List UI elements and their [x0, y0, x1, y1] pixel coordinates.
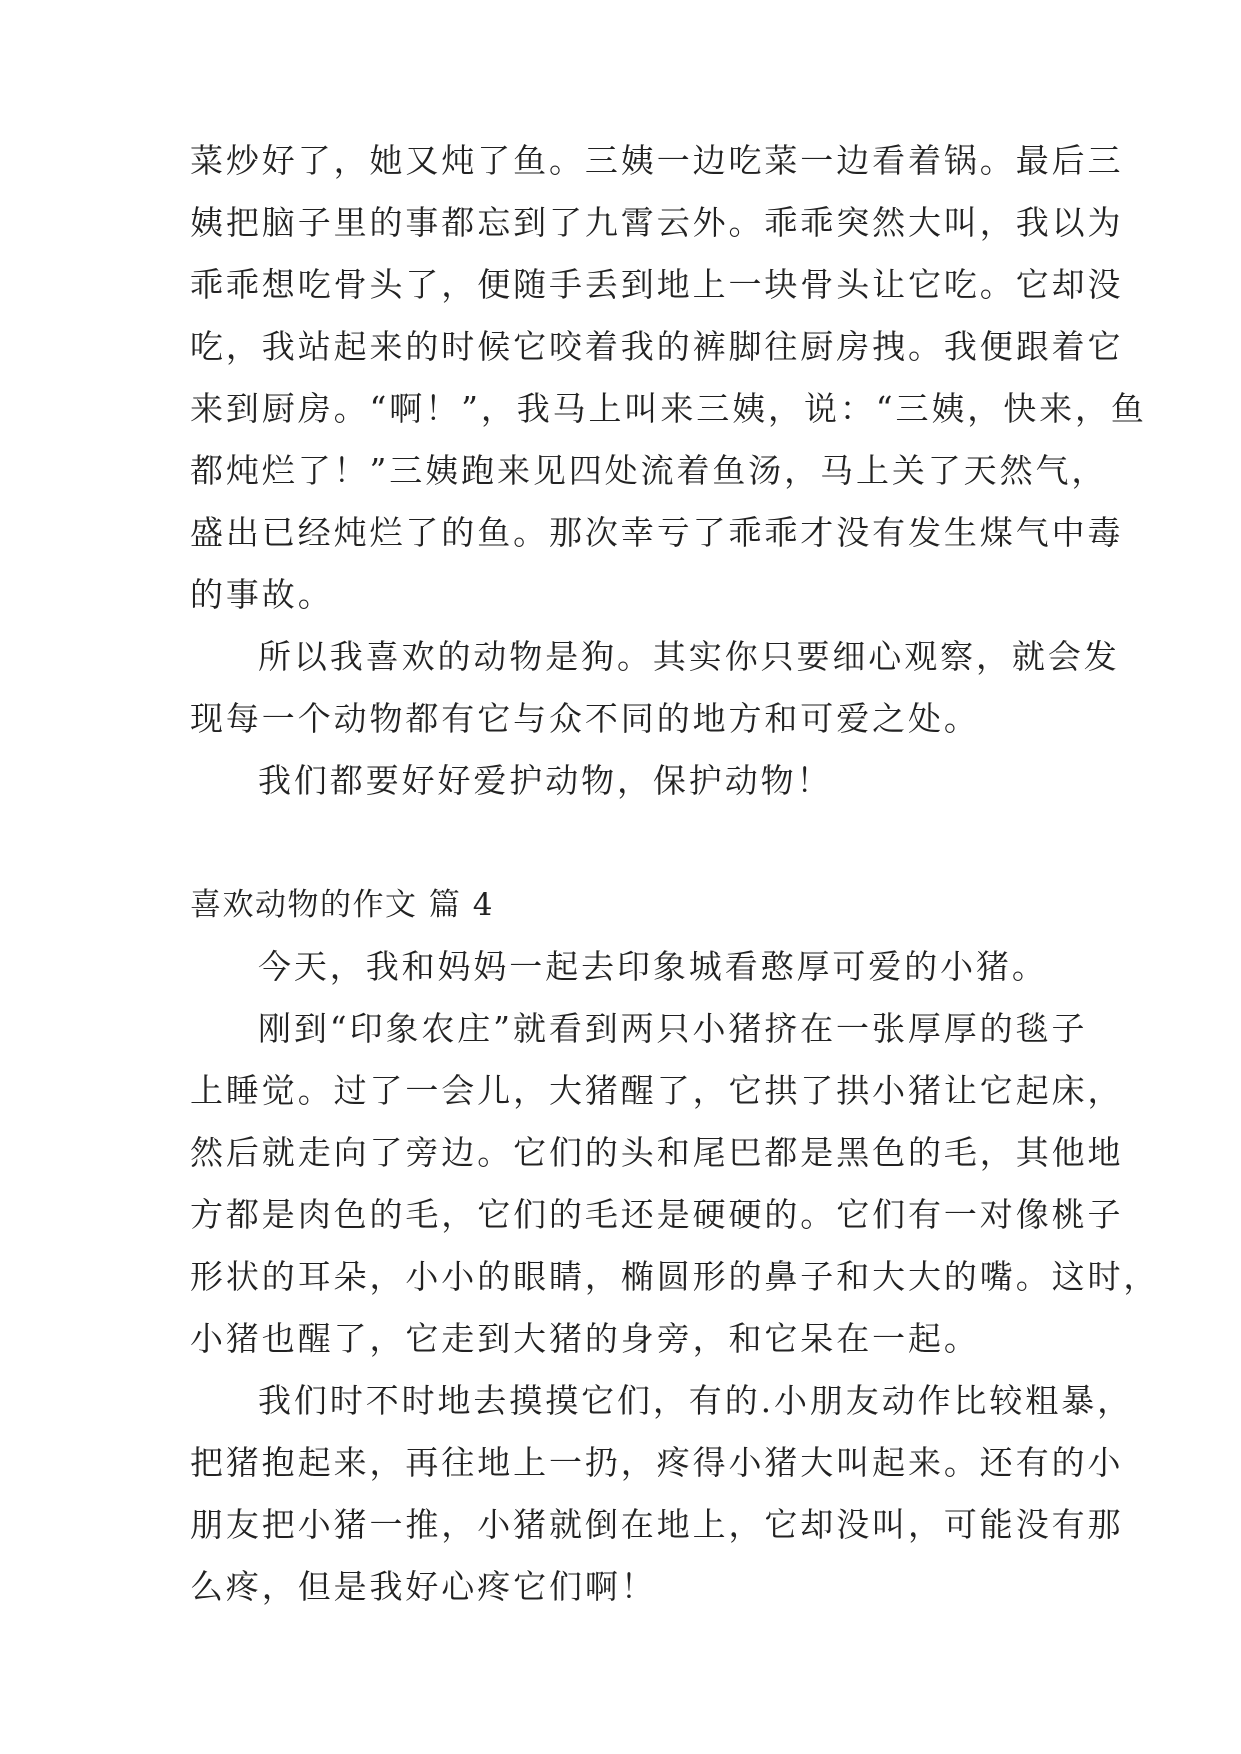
text-line: 形状的耳朵，小小的眼睛，椭圆形的鼻子和大大的嘴。这时， [190, 1257, 1160, 1296]
paragraph-conclusion [190, 626, 1120, 750]
text-line: 朋友把小猪一推，小猪就倒在地上，它却没叫，可能没有那 [190, 1505, 1124, 1544]
text-line: 么疼，但是我好心疼它们啊！ [190, 1567, 657, 1606]
text-line: 乖乖想吃骨头了，便随手丢到地上一块骨头让它吃。它却没 [190, 265, 1124, 304]
text-line: 我们都要好好爱护动物，保护动物！ [258, 761, 833, 800]
paragraph-continuation [190, 130, 1147, 626]
essay-heading [190, 874, 1065, 936]
text-line: 现每一个动物都有它与众不同的地方和可爱之处。 [190, 699, 980, 738]
paragraph-interaction [190, 1370, 1133, 1618]
paragraph-description [190, 998, 1160, 1370]
text-line: 所以我喜欢的动物是狗。其实你只要细心观察，就会发 [258, 637, 1120, 676]
text-line: 今天，我和妈妈一起去印象城看憨厚可爱的小猪。 [258, 947, 1048, 986]
text-line: 方都是肉色的毛，它们的毛还是硬硬的。它们有一对像桃子 [190, 1195, 1124, 1234]
text-line: 吃，我站起来的时候它咬着我的裤脚往厨房拽。我便跟着它 [190, 327, 1124, 366]
text-line: 的事故。 [190, 575, 334, 614]
text-line: 我们时不时地去摸摸它们，有的.小朋友动作比较粗暴， [258, 1381, 1133, 1420]
text-line: 菜炒好了，她又炖了鱼。三姨一边吃菜一边看着锅。最后三 [190, 141, 1124, 180]
text-line: 盛出已经炖烂了的鱼。那次幸亏了乖乖才没有发生煤气中毒 [190, 513, 1124, 552]
text-line: 都炖烂了！”三姨跑来见四处流着鱼汤，马上关了天然气， [190, 451, 1108, 490]
paragraph-closing [190, 750, 1065, 812]
text-line: 小猪也醒了，它走到大猪的身旁，和它呆在一起。 [190, 1319, 980, 1358]
text-line: 把猪抱起来，再往地上一扔，疼得小猪大叫起来。还有的小 [190, 1443, 1124, 1482]
text-line: 上睡觉。过了一会儿，大猪醒了，它拱了拱小猪让它起床， [190, 1071, 1124, 1110]
text-line: 来到厨房。“啊！”，我马上叫来三姨，说：“三姨，快来，鱼 [190, 389, 1147, 428]
text-line: 然后就走向了旁边。它们的头和尾巴都是黑色的毛，其他地 [190, 1133, 1124, 1172]
text-line: 刚到“印象农庄”就看到两只小猪挤在一张厚厚的毯子 [258, 1009, 1088, 1048]
paragraph-intro [190, 936, 1065, 998]
text-line: 姨把脑子里的事都忘到了九霄云外。乖乖突然大叫，我以为 [190, 203, 1124, 242]
section-title: 喜欢动物的作文 篇 4 [190, 887, 494, 923]
